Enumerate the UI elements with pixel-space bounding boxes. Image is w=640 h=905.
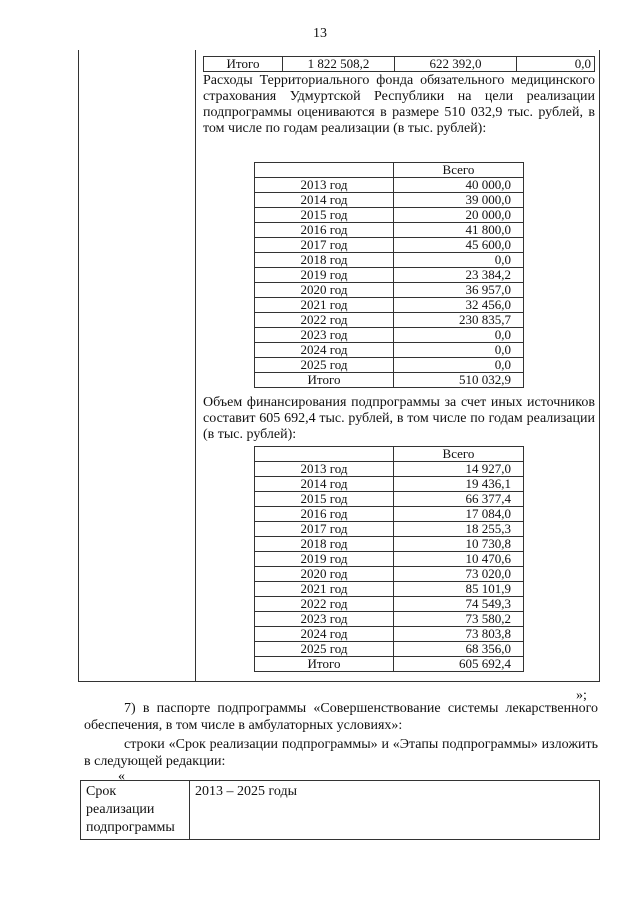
top-total-table: [203, 56, 595, 72]
page-number: 13: [313, 26, 327, 41]
passport-table: [80, 780, 600, 840]
value-cell: 73 020,0: [394, 567, 524, 582]
value-cell: 40 000,0: [394, 178, 524, 193]
year-cell: 2022 год: [255, 597, 394, 612]
table-row: [255, 492, 524, 507]
table-row: [255, 208, 524, 223]
table-header-row: [255, 447, 524, 462]
table-row: [255, 477, 524, 492]
value-cell: 73 803,8: [394, 627, 524, 642]
value-cell: 36 957,0: [394, 283, 524, 298]
table-row: [255, 597, 524, 612]
table-row: [255, 298, 524, 313]
table-row: [255, 343, 524, 358]
table-header: Всего: [394, 163, 524, 178]
year-cell: 2013 год: [255, 178, 394, 193]
other-sources-funding-table: [254, 446, 524, 672]
instruction-text: строки «Срок реализации подпрограммы» и «Этапы подпрограммы» изложить в следующей редакции:: [84, 737, 598, 769]
year-cell: 2019 год: [255, 552, 394, 567]
year-cell: 2016 год: [255, 507, 394, 522]
table-header-row: [255, 163, 524, 178]
table-row: [255, 178, 524, 193]
value-cell: 10 470,6: [394, 552, 524, 567]
value-cell: 17 084,0: [394, 507, 524, 522]
table-header: Всего: [394, 447, 524, 462]
value-cell: 0,0: [394, 358, 524, 373]
table-row: [255, 552, 524, 567]
year-cell: 2021 год: [255, 582, 394, 597]
value-cell: 41 800,0: [394, 223, 524, 238]
table-row: [81, 781, 600, 840]
total-label: Итого: [204, 57, 283, 72]
item-7-text: 7) в паспорте подпрограммы «Совершенствование системы лекарственного обеспечения, в том числе в амбулаторных условиях»:: [84, 701, 598, 733]
year-cell: 2023 год: [255, 328, 394, 343]
table-row: [255, 238, 524, 253]
tfoms-funding-table: [254, 162, 524, 388]
closing-quote: »;: [576, 688, 587, 703]
year-cell: 2025 год: [255, 358, 394, 373]
total-value: 605 692,4: [394, 657, 524, 672]
year-cell: 2018 год: [255, 537, 394, 552]
year-cell: 2013 год: [255, 462, 394, 477]
table-row: [255, 328, 524, 343]
value-cell: 230 835,7: [394, 313, 524, 328]
table-row: [255, 642, 524, 657]
value-cell: 66 377,4: [394, 492, 524, 507]
table-row: [255, 358, 524, 373]
year-cell: 2022 год: [255, 313, 394, 328]
value-cell: 19 436,1: [394, 477, 524, 492]
value-cell: 39 000,0: [394, 193, 524, 208]
year-cell: 2015 год: [255, 208, 394, 223]
table-row: [255, 507, 524, 522]
total-value: 510 032,9: [394, 373, 524, 388]
year-cell: 2019 год: [255, 268, 394, 283]
table-row: [204, 57, 595, 72]
table-row: [255, 223, 524, 238]
table-row: [255, 627, 524, 642]
value-cell: 74 549,3: [394, 597, 524, 612]
table-row: [255, 193, 524, 208]
value-cell: 18 255,3: [394, 522, 524, 537]
year-cell: 2016 год: [255, 223, 394, 238]
opening-quote: «: [118, 769, 125, 784]
table-row: [255, 612, 524, 627]
passport-row-label: Срок реализации подпрограммы: [81, 781, 190, 840]
table-total-row: [255, 657, 524, 672]
year-cell: 2023 год: [255, 612, 394, 627]
value-cell: 10 730,8: [394, 537, 524, 552]
total-label: Итого: [255, 373, 394, 388]
value-cell: 73 580,2: [394, 612, 524, 627]
year-cell: 2015 год: [255, 492, 394, 507]
year-cell: 2020 год: [255, 283, 394, 298]
year-cell: 2024 год: [255, 627, 394, 642]
table-row: [255, 567, 524, 582]
value-cell: 68 356,0: [394, 642, 524, 657]
value-cell: 20 000,0: [394, 208, 524, 223]
year-cell: 2021 год: [255, 298, 394, 313]
paragraph-tfoms: Расходы Территориального фонда обязательного медицинского страхования Удмуртской Республики на цели реализации подпрограммы оцениваются в размере 510 032,9 тыс. рублей, в том числе по годам реализации (в тыс. рублей):: [203, 73, 595, 136]
value-cell: 32 456,0: [394, 298, 524, 313]
total-value-1: 1 822 508,2: [283, 57, 395, 72]
year-cell: 2017 год: [255, 238, 394, 253]
year-cell: 2014 год: [255, 477, 394, 492]
year-cell: 2014 год: [255, 193, 394, 208]
table-row: [255, 283, 524, 298]
year-cell: 2020 год: [255, 567, 394, 582]
passport-row-value: 2013 – 2025 годы: [190, 781, 600, 840]
table-row: [255, 268, 524, 283]
paragraph-other-sources: Объем финансирования подпрограммы за счет иных источников составит 605 692,4 тыс. рублей, в том числе по годам реализации (в тыс. рублей):: [203, 395, 595, 442]
total-label: Итого: [255, 657, 394, 672]
value-cell: 0,0: [394, 343, 524, 358]
value-cell: 45 600,0: [394, 238, 524, 253]
year-cell: 2017 год: [255, 522, 394, 537]
table-row: [255, 537, 524, 552]
year-cell: 2018 год: [255, 253, 394, 268]
value-cell: 23 384,2: [394, 268, 524, 283]
total-value-3: 0,0: [517, 57, 595, 72]
value-cell: 0,0: [394, 253, 524, 268]
value-cell: 0,0: [394, 328, 524, 343]
value-cell: 85 101,9: [394, 582, 524, 597]
table-row: [255, 582, 524, 597]
table-total-row: [255, 373, 524, 388]
table-row: [255, 313, 524, 328]
table-row: [255, 253, 524, 268]
table-row: [255, 462, 524, 477]
value-cell: 14 927,0: [394, 462, 524, 477]
column-divider: [195, 50, 196, 682]
year-cell: 2025 год: [255, 642, 394, 657]
table-row: [255, 522, 524, 537]
year-cell: 2024 год: [255, 343, 394, 358]
total-value-2: 622 392,0: [395, 57, 517, 72]
